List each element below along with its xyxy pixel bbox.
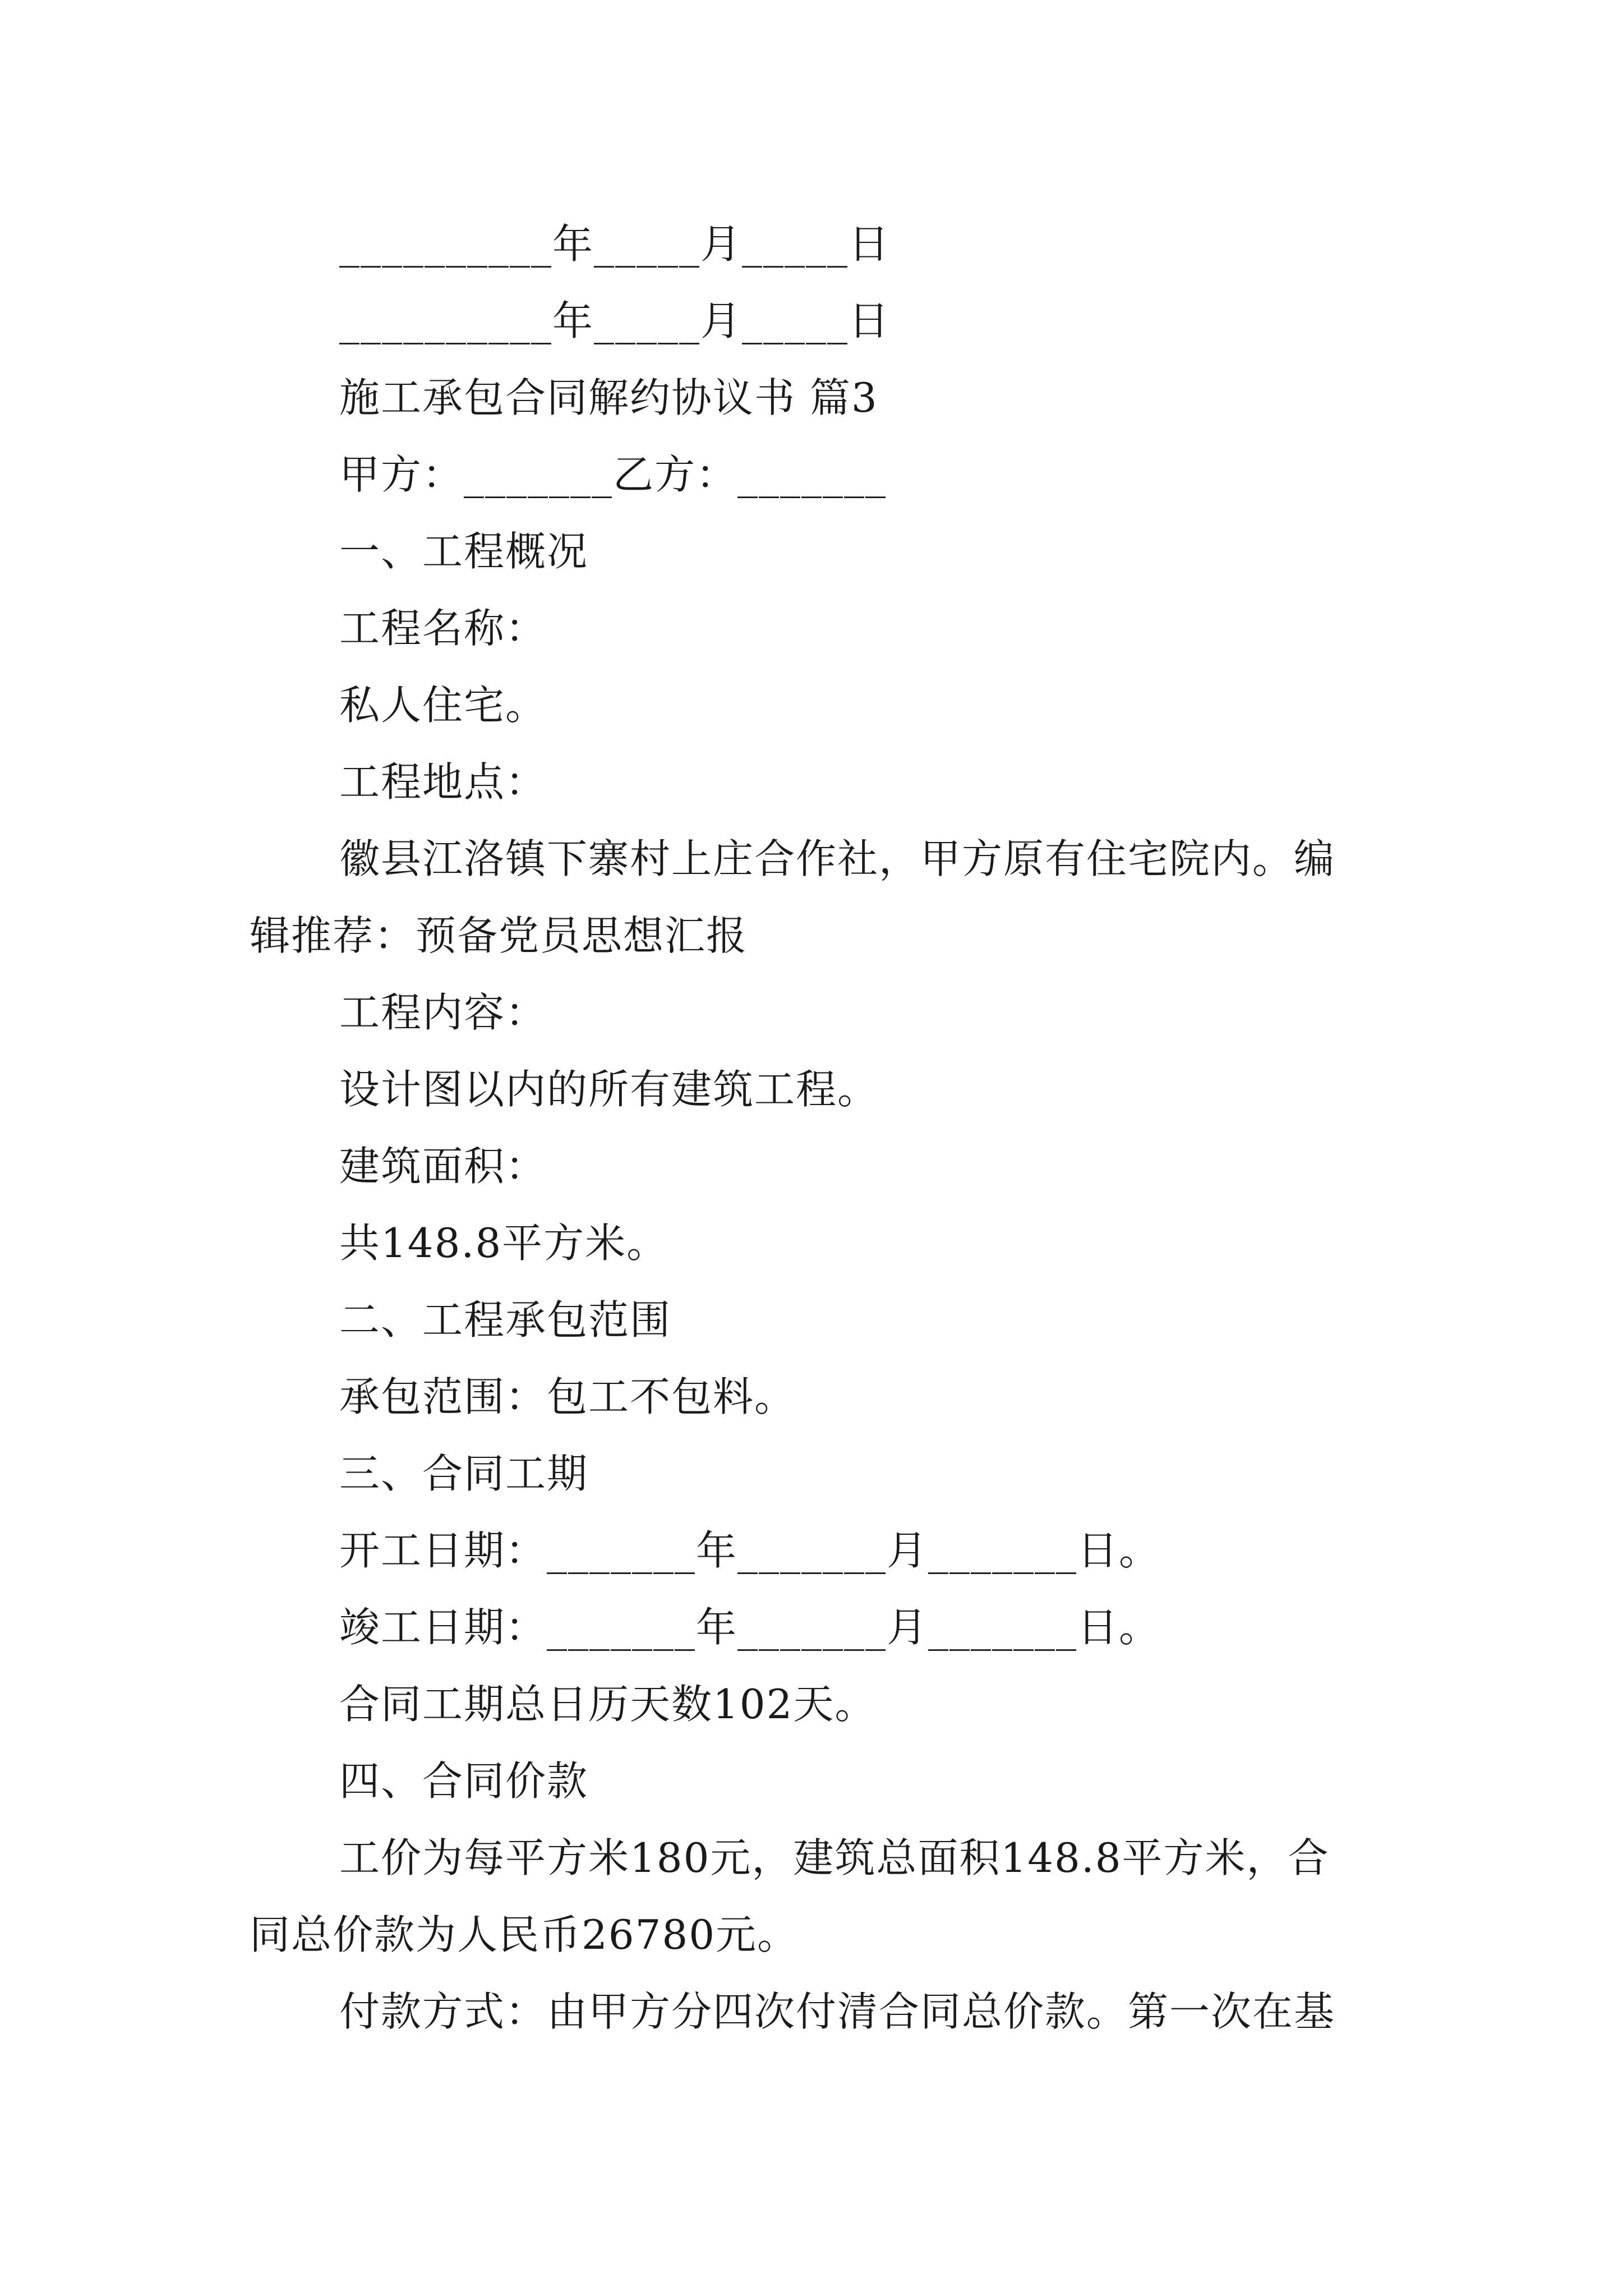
parties-line: 甲方：_______乙方：_______ [339,451,887,498]
heading-contract-period: 三、合同工期 [339,1450,589,1497]
completion-date-line: 竣工日期：_______年_______月_______日。 [339,1604,1161,1651]
section-title: 施工承包合同解约协议书 篇3 [339,374,878,421]
project-location-label: 工程地点： [339,758,547,806]
contract-scope-value: 承包范围：包工不包料。 [339,1373,796,1420]
project-name-label: 工程名称： [339,605,547,652]
heading-contract-price: 四、合同价款 [339,1757,589,1805]
building-area-value: 共148.8平方米。 [339,1220,668,1267]
date-line-1: __________年_____月_____日 [339,220,890,268]
price-line: 工价为每平方米180元，建筑总面积148.8平方米，合 [339,1834,1330,1881]
date-line-2: __________年_____月_____日 [339,297,890,344]
heading-contract-scope: 二、工程承包范围 [339,1296,672,1343]
building-area-label: 建筑面积： [339,1143,547,1190]
total-days-line: 合同工期总日历天数102天。 [339,1681,877,1728]
project-location-cont: 辑推荐：预备党员思想汇报 [250,912,748,959]
price-line-cont: 同总价款为人民币26780元。 [250,1911,799,1958]
heading-project-overview: 一、工程概况 [339,528,589,575]
project-content-value: 设计图以内的所有建筑工程。 [339,1066,879,1113]
start-date-line: 开工日期：_______年_______月_______日。 [339,1527,1161,1574]
payment-method-line: 付款方式：由甲方分四次付清合同总价款。第一次在基 [339,1988,1336,2035]
project-content-label: 工程内容： [339,989,547,1036]
project-name-value: 私人住宅。 [339,682,547,729]
project-location-value: 徽县江洛镇下寨村上庄合作社，甲方原有住宅院内。编 [339,835,1336,882]
